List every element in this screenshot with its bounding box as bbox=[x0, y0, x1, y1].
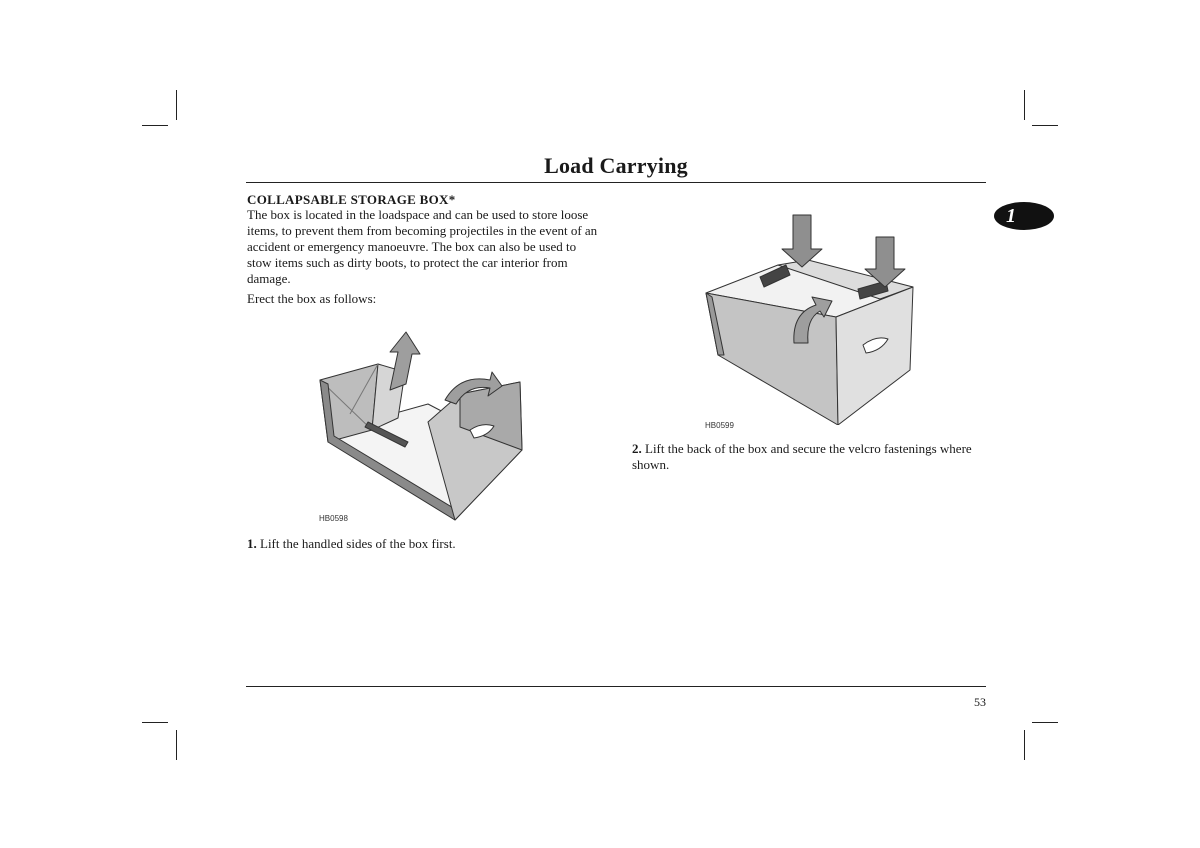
crop-mark bbox=[142, 722, 168, 723]
page-number: 53 bbox=[974, 695, 986, 709]
instruction-lead: Erect the box as follows: bbox=[247, 291, 377, 306]
figure-code: HB0598 bbox=[319, 514, 348, 523]
crop-mark bbox=[176, 90, 177, 120]
crop-mark bbox=[176, 730, 177, 760]
step-number: 2. bbox=[632, 441, 642, 456]
figure-box-step1 bbox=[310, 322, 540, 524]
chapter-number: 1 bbox=[1006, 205, 1016, 227]
step-text: Lift the handled sides of the box first. bbox=[260, 536, 456, 551]
figure-code: HB0599 bbox=[705, 421, 734, 430]
figure-box-step2 bbox=[698, 205, 923, 425]
crop-mark bbox=[1032, 125, 1058, 126]
step-1-caption bbox=[247, 536, 603, 552]
crop-mark bbox=[1024, 90, 1025, 120]
section-heading bbox=[247, 192, 456, 208]
crop-mark bbox=[142, 125, 168, 126]
page-title: Load Carrying bbox=[544, 153, 688, 178]
step-text: Lift the back of the box and secure the velcro fastenings where shown. bbox=[632, 441, 972, 472]
intro-paragraph: The box is located in the loadspace and can be used to store loose items, to prevent them from becoming projectiles in the event of an accident or emergency manoeuvre. The box can also be used to stow items such as dirty boots, to protect the car interior from damage. bbox=[247, 207, 598, 286]
footer-rule bbox=[246, 686, 986, 687]
crop-mark bbox=[1032, 722, 1058, 723]
section-heading-text: COLLAPSABLE STORAGE BOX bbox=[247, 192, 449, 207]
step-2-caption bbox=[632, 441, 988, 473]
optional-feature-star: * bbox=[448, 192, 456, 207]
crop-mark bbox=[1024, 730, 1025, 760]
step-number: 1. bbox=[247, 536, 257, 551]
header-rule bbox=[246, 182, 986, 183]
chapter-tab bbox=[994, 202, 1054, 230]
